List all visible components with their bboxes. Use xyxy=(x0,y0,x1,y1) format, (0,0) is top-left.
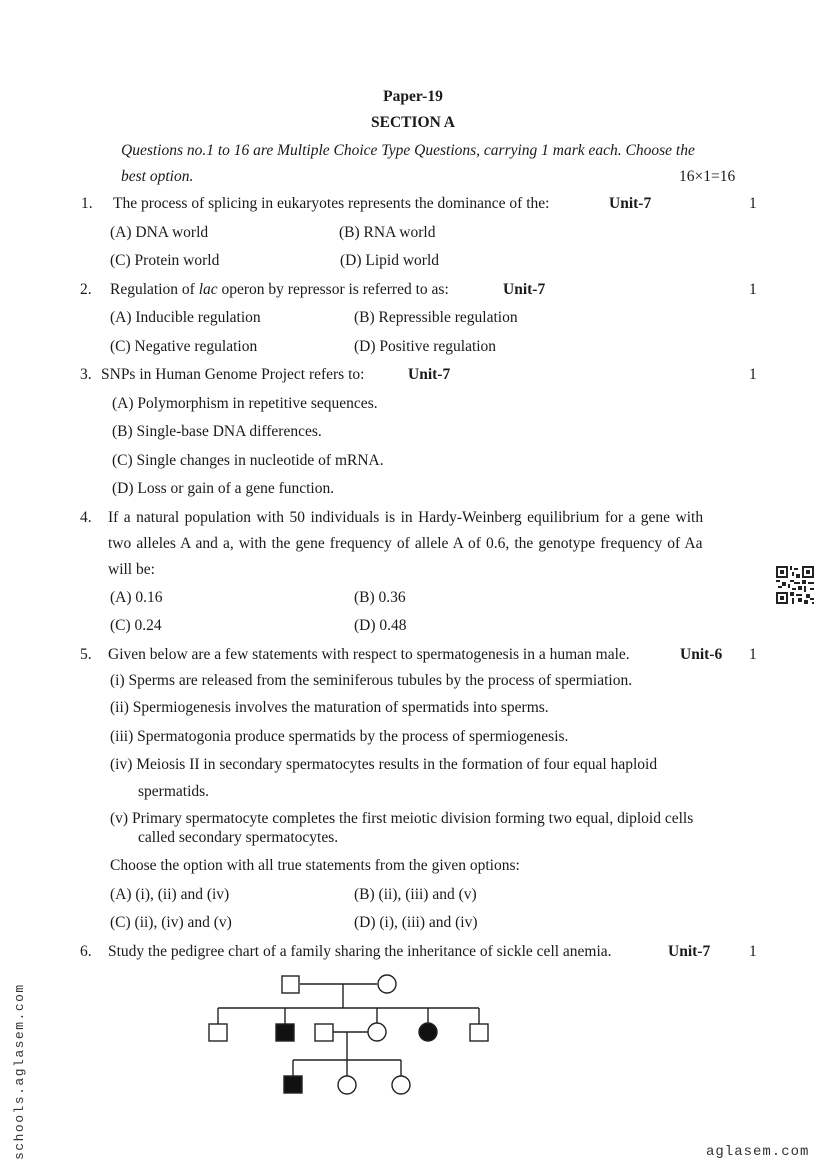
q1-number: 1. xyxy=(81,195,93,212)
q2-option-d: (D) Positive regulation xyxy=(354,338,497,355)
q5-number: 5. xyxy=(80,646,92,663)
q3-option-c: (C) Single changes in nucleotide of mRNA. xyxy=(112,452,384,469)
q4-option-b: (B) 0.36 xyxy=(354,589,406,606)
q5-choose: Choose the option with all true statements from the given options: xyxy=(110,857,520,874)
q5-mark: 1 xyxy=(749,646,757,663)
q5-statement-iv: (iv) Meiosis II in secondary spermatocytes results in the formation of four equal haploid xyxy=(110,756,658,773)
q5-statement-v-cont: called secondary spermatocytes. xyxy=(138,829,339,846)
q4-number: 4. xyxy=(80,509,92,526)
q2-mark: 1 xyxy=(749,281,757,298)
q1-text: The process of splicing in eukaryotes represents the dominance of the: xyxy=(113,195,550,212)
pedigree-gen2-male-1 xyxy=(209,1024,227,1041)
q2-option-a: (A) Inducible regulation xyxy=(110,309,261,326)
q6-text: Study the pedigree chart of a family sharing the inheritance of sickle cell anemia. xyxy=(108,943,612,960)
q3-option-b: (B) Single-base DNA differences. xyxy=(112,423,322,440)
q3-text: SNPs in Human Genome Project refers to: xyxy=(101,366,365,383)
pedigree-chart xyxy=(180,965,520,1100)
pedigree-gen2-male-2 xyxy=(470,1024,488,1041)
q5-statement-ii: (ii) Spermiogenesis involves the maturation of spermatids into sperms. xyxy=(110,699,549,716)
q1-option-d: (D) Lipid world xyxy=(340,252,440,269)
instructions: Questions no.1 to 16 are Multiple Choice Type Questions, carrying 1 mark each. Choose the xyxy=(121,142,695,159)
q2-text: Regulation of lac operon by repressor is referred to as: xyxy=(110,281,449,298)
pedigree-gen2-female-affected xyxy=(419,1023,437,1041)
q5-option-d: (D) (i), (iii) and (iv) xyxy=(354,914,478,931)
section-title: SECTION A xyxy=(371,114,455,131)
q5-statement-iii: (iii) Spermatogonia produce spermatids by the process of spermiogenesis. xyxy=(110,728,569,745)
q2-option-c: (C) Negative regulation xyxy=(110,338,258,355)
pedigree-gen3-female-2 xyxy=(392,1076,410,1094)
q3-option-d: (D) Loss or gain of a gene function. xyxy=(112,480,335,497)
side-watermark: schools.aglasem.com xyxy=(12,983,27,1160)
q1-option-a: (A) DNA world xyxy=(110,224,209,241)
q6-mark: 1 xyxy=(749,943,757,960)
q3-number: 3. xyxy=(80,366,92,383)
q4-text-line1: If a natural population with 50 individuals is in Hardy-Weinberg equilibrium for a gene with xyxy=(108,509,704,526)
section-marks: 16×1=16 xyxy=(679,168,736,185)
qr-code-icon xyxy=(776,566,814,604)
q1-mark: 1 xyxy=(749,195,757,212)
q1-unit: Unit-7 xyxy=(609,195,652,212)
q6-number: 6. xyxy=(80,943,92,960)
q5-option-b: (B) (ii), (iii) and (v) xyxy=(354,886,477,903)
q2-unit: Unit-7 xyxy=(503,281,546,298)
pedigree-gen2-female xyxy=(368,1023,386,1041)
q6-unit: Unit-7 xyxy=(668,943,711,960)
q3-mark: 1 xyxy=(749,366,757,383)
q5-statement-v: (v) Primary spermatocyte completes the first meiotic division forming two equal, diploid cells xyxy=(110,810,694,827)
q3-unit: Unit-7 xyxy=(408,366,451,383)
q5-statement-i: (i) Sperms are released from the seminiferous tubules by the process of spermiation. xyxy=(110,672,633,689)
q4-option-a: (A) 0.16 xyxy=(110,589,163,606)
q2-option-b: (B) Repressible regulation xyxy=(354,309,518,326)
pedigree-gen1-female xyxy=(378,975,396,993)
bottom-watermark: aglasem.com xyxy=(706,1144,810,1160)
q4-text-line3: will be: xyxy=(108,561,155,578)
q5-option-a: (A) (i), (ii) and (iv) xyxy=(110,886,230,903)
q5-unit: Unit-6 xyxy=(680,646,723,663)
q5-text: Given below are a few statements with respect to spermatogenesis in a human male. xyxy=(108,646,630,663)
paper-number: Paper-19 xyxy=(383,88,443,105)
q1-option-c: (C) Protein world xyxy=(110,252,220,269)
q3-option-a: (A) Polymorphism in repetitive sequences. xyxy=(112,395,378,412)
q4-option-c: (C) 0.24 xyxy=(110,617,162,634)
pedigree-gen2-male-spouse xyxy=(315,1024,333,1041)
q5-statement-iv-cont: spermatids. xyxy=(138,783,210,800)
q2-number: 2. xyxy=(80,281,92,298)
pedigree-gen2-male-affected xyxy=(276,1024,294,1041)
q4-text-line2: two alleles A and a, with the gene frequency of allele A of 0.6, the genotype frequency of Aa xyxy=(108,535,703,552)
pedigree-gen3-male-affected xyxy=(284,1076,302,1093)
q5-option-c: (C) (ii), (iv) and (v) xyxy=(110,914,232,931)
q1-option-b: (B) RNA world xyxy=(339,224,436,241)
pedigree-gen3-female-1 xyxy=(338,1076,356,1094)
pedigree-gen1-male xyxy=(282,976,299,993)
q4-option-d: (D) 0.48 xyxy=(354,617,407,634)
instructions-line2: best option. xyxy=(121,168,194,185)
